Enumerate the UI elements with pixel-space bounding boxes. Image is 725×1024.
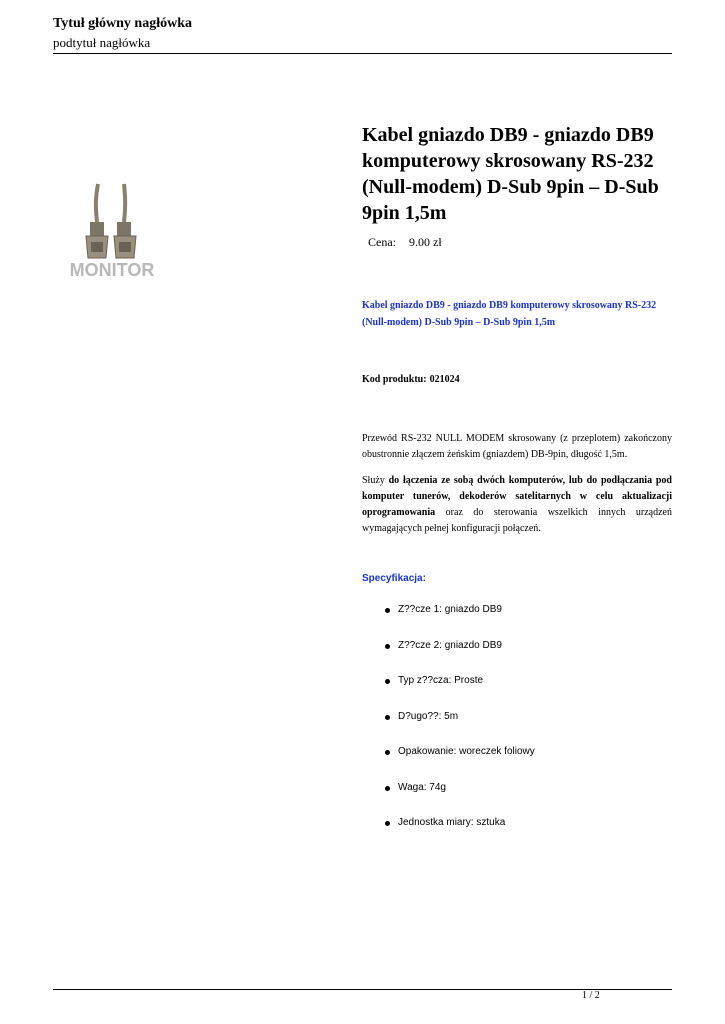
spec-item (385, 640, 535, 676)
spec-item (385, 817, 535, 853)
spec-list (385, 604, 535, 853)
price-label: Cena: (368, 235, 396, 249)
header-divider (53, 53, 672, 54)
spec-item-text: Waga: 74g (398, 781, 446, 793)
bullet-icon (385, 679, 390, 684)
header-title: Tytuł główny nagłówka (53, 16, 192, 31)
spec-item (385, 746, 535, 782)
spec-item-text: Z??cze 1: gniazdo DB9 (398, 604, 502, 615)
product-code (362, 374, 460, 385)
bullet-icon (385, 786, 390, 791)
spec-item-text: D?ugo??: 5m (398, 710, 459, 722)
spec-item (385, 675, 535, 711)
price-row (368, 235, 442, 250)
cable-connectors-image (62, 182, 162, 280)
product-link-title[interactable]: Kabel gniazdo DB9 - gniazdo DB9 komputerowy skrosowany RS-232 (Null-modem) D-Sub 9pin – D-Sub 9pin 1,5m (362, 300, 657, 328)
spec-item-text: Jednostka miary: sztuka (398, 817, 506, 828)
description-paragraph-2 (362, 473, 672, 537)
spec-item-text: Z??cze 2: gniazdo DB9 (398, 639, 502, 651)
product-code-value: 021024 (429, 374, 460, 385)
product-title: Kabel gniazdo DB9 - gniazdo DB9 komputerowy skrosowany RS-232 (Null-modem) D-Sub 9pin – D-Sub 9pin 1,5m (362, 124, 659, 224)
header-subtitle: podtytuł nagłówka (53, 35, 151, 50)
description-text: oraz do sterowania wszelkich innych urządzeń wymagających pełnej konfiguracji połączeń. (362, 507, 672, 534)
spec-item-text: Opakowanie: woreczek foliowy (398, 746, 535, 757)
page-number: 1 / 2 (582, 990, 600, 1001)
spec-item (385, 604, 535, 640)
product-code-label: Kod produktu: (362, 374, 427, 385)
description-bold-text: do łączenia ze sobą dwóch komputerów, lub do podłączania pod komputer tunerów, dekoderów satelitarnych w celu aktualizacji oprogramowania (362, 475, 672, 518)
bullet-icon (385, 608, 390, 613)
price-value: 9.00 zł (409, 235, 442, 249)
spec-item (385, 711, 535, 747)
bullet-icon (385, 644, 390, 649)
footer-divider (53, 989, 672, 990)
spec-item (385, 782, 535, 818)
product-image (62, 182, 162, 280)
spec-item-text: Typ z??cza: Proste (398, 675, 484, 686)
spec-heading: Specyfikacja: (362, 573, 426, 584)
image-watermark: MONITOR (69, 260, 155, 280)
bullet-icon (385, 715, 390, 720)
description-paragraph-1: Przewód RS-232 NULL MODEM skrosowany (z przeplotem) zakończony obustronnie złączem żeńskim (gniazdem) DB-9pin, długość 1,5m. (362, 433, 672, 460)
description-text: Służy (362, 475, 389, 486)
bullet-icon (385, 750, 390, 755)
bullet-icon (385, 821, 390, 826)
